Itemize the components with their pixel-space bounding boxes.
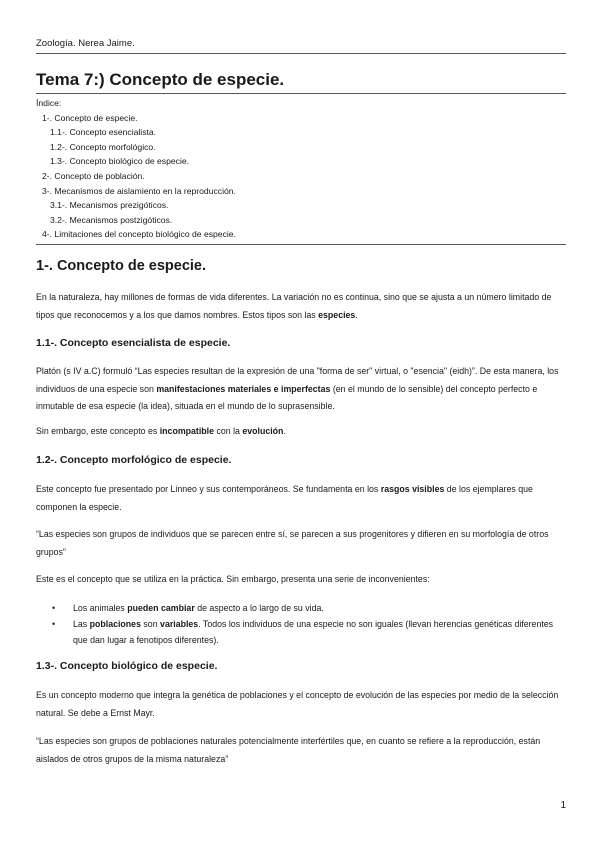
- subsection-heading: 1.3-. Concepto biológico de especie.: [36, 660, 218, 672]
- running-header: Zoología. Nerea Jaime.: [36, 38, 566, 54]
- table-of-contents: [36, 96, 566, 245]
- document-title: Tema 7:) Concepto de especie.: [36, 70, 566, 94]
- toc-item: 1-. Concepto de especie.: [42, 112, 138, 123]
- toc-item: 3.1-. Mecanismos prezigóticos.: [50, 200, 169, 211]
- toc-item: 1.2-. Concepto morfológico.: [50, 141, 156, 152]
- paragraph: Sin embargo, este concepto es incompatible con la evolución.: [36, 426, 286, 436]
- paragraph: Este concepto fue presentado por Linneo y sus contemporáneos. Se fundamenta en los rasgos visibles de los ejemplares que componen la especie.: [36, 484, 533, 512]
- quote: “Las especies son grupos de individuos que se parecen entre sí, se parecen a sus progenitores y difieren en su morfología de otros grupos”: [36, 529, 549, 557]
- list-item: • Los animales pueden cambiar de aspecto a lo largo de su vida.: [36, 600, 566, 616]
- list-item: • Las poblaciones son variables. Todos los individuos de una especie no son iguales (llevan herencias genéticas diferentes que dan lugar a fenotipos diferentes).: [36, 616, 566, 648]
- subsection-heading: 1.2-. Concepto morfológico de especie.: [36, 454, 232, 466]
- quote: “Las especies son grupos de poblaciones naturales potencialmente interfértiles que, en cuanto se refiere a la reproducción, están aislados de otros grupos de la misma naturaleza”: [36, 736, 541, 764]
- bullet-icon: •: [52, 603, 56, 613]
- paragraph: Este es el concepto que se utiliza en la práctica. Sin embargo, presenta una serie de inconvenientes:: [36, 574, 430, 584]
- toc-item: 1.3-. Concepto biológico de especie.: [50, 156, 190, 167]
- toc-label: Índice:: [36, 98, 62, 108]
- paragraph: Platón (s IV a.C) formuló “Las especies resultan de la expresión de una "forma de ser" virtual, o "esencia" (eidh)”. De esta manera, los individuos de una especie son manifestaciones materiales e imperfectas (en el mundo de lo sensible) del concepto perfecto e inmutable de esa especie (la idea), situada en el mundo de lo suprasensible.: [36, 366, 559, 411]
- bullet-icon: •: [52, 619, 56, 629]
- paragraph: Es un concepto moderno que integra la genética de poblaciones y el concepto de evolución de las especies por medio de la selección natural. Se debe a Ernst Mayr.: [36, 690, 559, 718]
- toc-item: 2-. Concepto de población.: [42, 170, 145, 181]
- page-number: 1: [560, 800, 566, 811]
- toc-item: 1.1-. Concepto esencialista.: [50, 127, 157, 138]
- paragraph: En la naturaleza, hay millones de formas de vida diferentes. La variación no es continua, sino que se ajusta a un número limitado de tipos que reconocemos y a los que damos nombres. Estos tipos son las especies.: [36, 292, 552, 320]
- toc-item: 4-. Limitaciones del concepto biológico de especie.: [42, 229, 236, 240]
- section-heading: 1-. Concepto de especie.: [36, 258, 207, 274]
- bullet-list: [36, 600, 566, 648]
- subsection-heading: 1.1-. Concepto esencialista de especie.: [36, 337, 231, 349]
- toc-item: 3.2-. Mecanismos postzigóticos.: [50, 214, 173, 225]
- toc-item: 3-. Mecanismos de aislamiento en la reproducción.: [42, 185, 236, 196]
